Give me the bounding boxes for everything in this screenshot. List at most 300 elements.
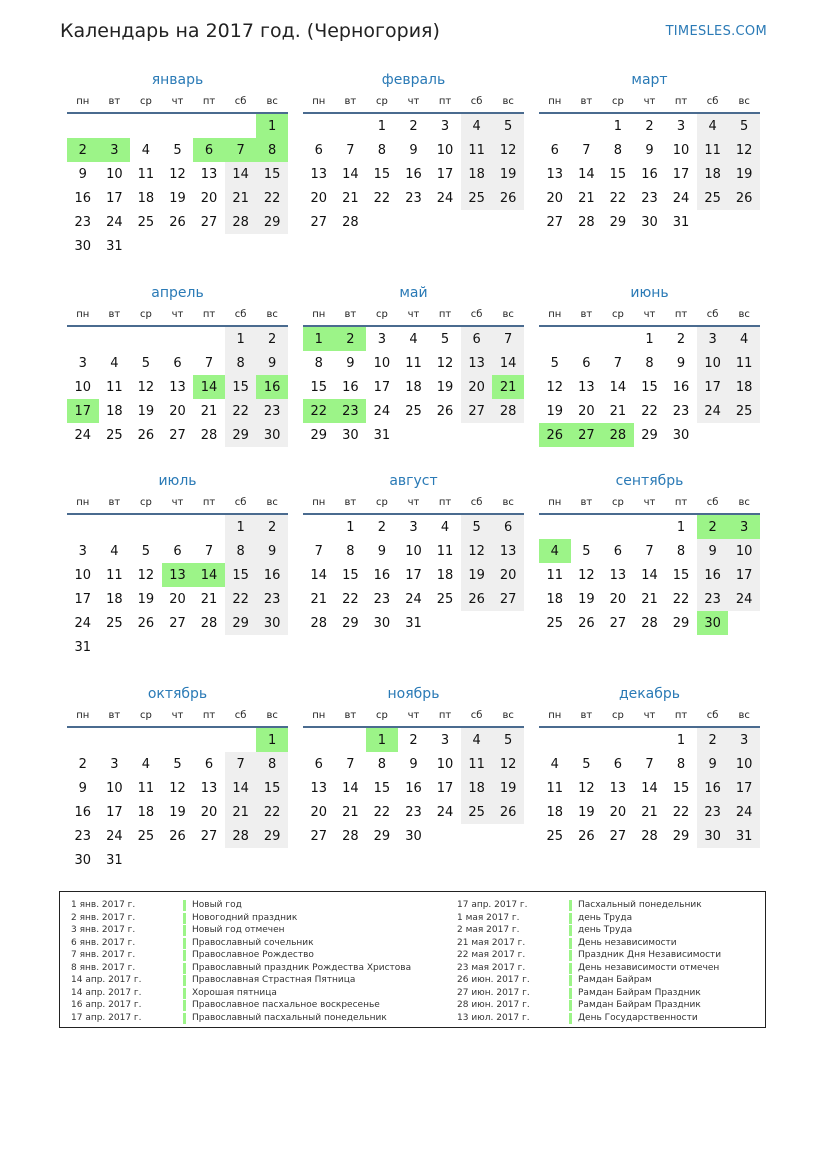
holiday-date: 2 янв. 2017 г. [71, 912, 136, 923]
weekday-label: ср [139, 710, 152, 721]
day-cell: 8 [256, 752, 288, 776]
day-cell: 22 [225, 399, 257, 423]
empty-cell [99, 515, 131, 539]
weekday-label: пн [312, 96, 326, 107]
day-cell: 11 [546, 567, 564, 583]
day-cell: 19 [137, 403, 155, 419]
weekday-label: ср [375, 710, 388, 721]
month-name: декабрь [618, 686, 681, 702]
day-cell: 13 [492, 539, 524, 563]
weekday-label: вс [266, 96, 278, 107]
holiday-list [59, 891, 766, 1028]
weekday-label: вт [580, 309, 593, 320]
day-cell: 3 [440, 732, 450, 748]
day-cell: 22 [342, 591, 359, 607]
day-cell: 5 [492, 114, 524, 138]
day-cell: 12 [546, 379, 564, 395]
day-cell: 22 [672, 591, 690, 607]
day-cell: 14 [609, 379, 627, 395]
day-cell: 18 [137, 804, 155, 820]
day-cell: 15 [256, 162, 288, 186]
day-cell: 15 [373, 780, 391, 796]
day-cell: 21 [200, 403, 218, 419]
empty-cell [162, 327, 194, 351]
empty-cell [335, 728, 367, 752]
day-cell: 23 [405, 804, 422, 820]
holiday-day-cell: 22 [303, 399, 335, 423]
holiday-marker [183, 975, 186, 986]
day-cell: 18 [697, 162, 729, 186]
day-cell: 27 [609, 615, 627, 631]
day-cell: 24 [672, 190, 690, 206]
site-link[interactable]: TIMESLES.COM [665, 24, 767, 39]
weekday-label: сб [470, 309, 483, 320]
weekday-label: ср [375, 309, 388, 320]
weekday-label: сб [470, 96, 483, 107]
day-cell: 9 [697, 539, 729, 563]
weekday-label: сб [706, 497, 719, 508]
day-cell: 29 [225, 611, 257, 635]
month-9 [539, 471, 760, 635]
weekday-label: вт [344, 96, 357, 107]
day-cell: 13 [609, 780, 627, 796]
day-cell: 20 [578, 403, 595, 419]
holiday-name: день Труда [578, 912, 633, 923]
holiday-day-cell: 1 [303, 327, 335, 351]
month-name: июнь [630, 285, 669, 301]
day-cell: 24 [373, 403, 391, 419]
weekday-label: ср [611, 96, 624, 107]
day-cell: 13 [546, 166, 564, 182]
day-cell: 23 [697, 800, 729, 824]
empty-cell [303, 114, 335, 138]
day-cell: 17 [697, 375, 729, 399]
empty-cell [571, 728, 603, 752]
holiday-name: Православный сочельник [192, 937, 314, 948]
weekday-label: сб [470, 497, 483, 508]
day-cell: 18 [106, 403, 123, 419]
day-cell: 29 [373, 828, 391, 844]
day-cell: 10 [728, 752, 760, 776]
day-cell: 26 [137, 427, 155, 443]
weekday-label: пт [438, 710, 452, 721]
day-cell: 18 [461, 776, 493, 800]
holiday-marker [569, 963, 572, 974]
weekday-header [303, 495, 524, 515]
day-cell: 20 [169, 403, 186, 419]
weekday-label: ср [139, 309, 152, 320]
day-cell: 4 [461, 114, 493, 138]
day-cell: 1 [225, 515, 257, 539]
month-11 [303, 684, 524, 848]
day-cell: 17 [405, 567, 422, 583]
day-cell: 24 [106, 828, 123, 844]
weekday-label: вт [344, 309, 357, 320]
weekday-label: пт [438, 309, 452, 320]
day-cell: 8 [225, 351, 257, 375]
day-cell: 15 [225, 563, 257, 587]
holiday-date: 16 апр. 2017 г. [71, 1000, 142, 1010]
day-cell: 10 [436, 142, 454, 158]
weekday-label: пн [312, 497, 326, 508]
weekday-label: сб [234, 710, 247, 721]
day-cell: 5 [582, 756, 591, 772]
weekday-header [539, 708, 760, 728]
day-cell: 19 [436, 379, 454, 395]
month-7 [67, 471, 288, 659]
empty-cell [539, 327, 571, 351]
day-cell: 12 [169, 780, 186, 796]
day-cell: 19 [578, 591, 595, 607]
day-cell: 19 [169, 190, 186, 206]
day-cell: 26 [137, 615, 155, 631]
day-cell: 2 [409, 118, 418, 134]
day-cell: 18 [546, 591, 564, 607]
day-cell: 14 [578, 166, 595, 182]
weekday-label: ср [611, 309, 624, 320]
holiday-date: 14 апр. 2017 г. [71, 975, 142, 985]
day-cell: 26 [461, 587, 493, 611]
day-cell: 9 [78, 166, 87, 182]
day-cell: 6 [314, 756, 323, 772]
day-cell: 1 [377, 118, 387, 134]
day-cell: 11 [697, 138, 729, 162]
day-cell: 6 [314, 142, 323, 158]
weekday-label: вт [580, 710, 593, 721]
day-cell: 24 [436, 190, 454, 206]
month-10 [67, 684, 288, 872]
empty-cell [539, 515, 571, 539]
day-cell: 28 [578, 214, 595, 230]
empty-cell [67, 114, 99, 138]
holiday-date: 1 мая 2017 г. [457, 912, 520, 923]
day-cell: 25 [405, 403, 422, 419]
weekday-header [539, 94, 760, 114]
weekday-label: ср [139, 497, 152, 508]
day-cell: 18 [106, 591, 123, 607]
day-cell: 9 [256, 351, 288, 375]
holiday-list-column-right [457, 899, 721, 1024]
day-cell: 24 [697, 399, 729, 423]
day-cell: 8 [676, 756, 686, 772]
weekday-label: пн [76, 96, 90, 107]
weekday-label: вс [266, 497, 278, 508]
day-grid [303, 515, 524, 635]
day-cell: 23 [373, 591, 391, 607]
day-cell: 22 [225, 587, 257, 611]
day-cell: 6 [613, 756, 623, 772]
empty-cell [130, 728, 162, 752]
day-cell: 13 [200, 780, 218, 796]
empty-cell [162, 515, 194, 539]
day-cell: 3 [377, 331, 387, 347]
holiday-date: 8 янв. 2017 г. [71, 962, 136, 973]
empty-cell [67, 327, 99, 351]
holiday-day-cell: 4 [539, 539, 571, 563]
empty-cell [162, 728, 194, 752]
holiday-day-cell: 23 [335, 399, 367, 423]
day-cell: 4 [550, 756, 559, 772]
month-name: сентябрь [615, 473, 684, 489]
weekday-label: пн [548, 497, 562, 508]
day-cell: 30 [256, 423, 288, 447]
day-cell: 20 [169, 591, 186, 607]
day-cell: 7 [314, 543, 323, 559]
day-cell: 9 [256, 539, 288, 563]
day-cell: 17 [728, 776, 760, 800]
day-cell: 31 [405, 615, 422, 631]
empty-cell [539, 114, 571, 138]
day-cell: 15 [672, 780, 690, 796]
day-cell: 20 [609, 591, 627, 607]
day-cell: 1 [645, 331, 654, 347]
weekday-header [67, 307, 288, 327]
day-cell: 31 [106, 238, 123, 254]
holiday-name: Православный праздник Рождества Христова [192, 962, 412, 973]
day-cell: 29 [342, 615, 359, 631]
empty-cell [225, 114, 257, 138]
weekday-label: вс [266, 710, 278, 721]
day-cell: 6 [173, 543, 182, 559]
day-cell: 28 [310, 615, 328, 631]
day-cell: 24 [436, 804, 454, 820]
weekday-header [303, 307, 524, 327]
day-cell: 11 [728, 351, 760, 375]
day-cell: 27 [200, 214, 218, 230]
day-cell: 29 [641, 427, 658, 443]
empty-cell [162, 114, 194, 138]
weekday-label: пн [548, 710, 562, 721]
holiday-row [457, 999, 721, 1012]
day-cell: 28 [225, 210, 257, 234]
day-cell: 3 [78, 355, 87, 371]
day-cell: 22 [256, 186, 288, 210]
weekday-label: ср [139, 96, 152, 107]
weekday-label: вт [108, 497, 121, 508]
day-cell: 16 [74, 804, 92, 820]
day-cell: 12 [492, 752, 524, 776]
day-cell: 8 [377, 142, 387, 158]
weekday-label: пн [548, 96, 562, 107]
day-cell: 24 [728, 587, 760, 611]
day-cell: 2 [78, 756, 87, 772]
empty-cell [130, 327, 162, 351]
day-cell: 18 [405, 379, 422, 395]
day-cell: 1 [676, 732, 686, 748]
day-cell: 11 [106, 379, 123, 395]
day-cell: 14 [225, 776, 257, 800]
day-cell: 12 [169, 166, 186, 182]
day-cell: 9 [645, 142, 654, 158]
holiday-marker [183, 900, 186, 911]
day-cell: 7 [346, 142, 355, 158]
holiday-name: День независимости [578, 937, 677, 948]
day-cell: 3 [440, 118, 450, 134]
empty-cell [571, 327, 603, 351]
holiday-name: Новый год [192, 900, 242, 910]
day-cell: 8 [613, 142, 623, 158]
weekday-label: пт [674, 309, 688, 320]
day-cell: 10 [74, 379, 92, 395]
holiday-marker [569, 925, 572, 936]
day-cell: 31 [672, 214, 690, 230]
day-cell: 11 [436, 543, 454, 559]
day-cell: 3 [110, 756, 119, 772]
empty-cell [193, 114, 225, 138]
day-cell: 6 [173, 355, 182, 371]
day-cell: 20 [310, 190, 328, 206]
holiday-date: 1 янв. 2017 г. [71, 900, 136, 910]
holiday-day-cell: 3 [728, 515, 760, 539]
day-cell: 25 [137, 828, 155, 844]
day-cell: 9 [78, 780, 87, 796]
day-cell: 6 [461, 327, 493, 351]
weekday-header [303, 708, 524, 728]
day-cell: 6 [204, 756, 214, 772]
day-cell: 25 [697, 186, 729, 210]
holiday-marker [569, 975, 572, 986]
weekday-label: ср [375, 96, 388, 107]
holiday-row [71, 924, 411, 937]
day-cell: 28 [200, 615, 218, 631]
day-cell: 20 [200, 804, 218, 820]
weekday-label: сб [706, 710, 719, 721]
day-cell: 11 [461, 752, 493, 776]
day-cell: 17 [106, 190, 123, 206]
day-cell: 16 [405, 780, 422, 796]
empty-cell [130, 515, 162, 539]
day-cell: 20 [310, 804, 328, 820]
weekday-label: сб [234, 309, 247, 320]
holiday-row [457, 937, 721, 950]
day-cell: 13 [200, 166, 218, 182]
month-8 [303, 471, 524, 635]
day-cell: 29 [256, 824, 288, 848]
day-cell: 14 [492, 351, 524, 375]
holiday-name: Пасхальный понедельник [578, 900, 702, 910]
holiday-date: 13 июл. 2017 г. [457, 1012, 530, 1023]
weekday-label: вс [502, 96, 514, 107]
day-cell: 22 [256, 800, 288, 824]
holiday-name: день Труда [578, 925, 633, 935]
day-cell: 31 [728, 824, 760, 848]
holiday-date: 2 мая 2017 г. [457, 925, 520, 935]
weekday-label: пт [674, 710, 688, 721]
day-cell: 9 [377, 543, 387, 559]
day-cell: 7 [582, 142, 591, 158]
day-cell: 10 [106, 780, 123, 796]
day-cell: 7 [204, 355, 214, 371]
day-cell: 27 [492, 587, 524, 611]
holiday-date: 3 янв. 2017 г. [71, 925, 136, 935]
day-cell: 9 [697, 752, 729, 776]
day-cell: 26 [436, 403, 454, 419]
day-cell: 29 [225, 423, 257, 447]
day-cell: 17 [373, 379, 391, 395]
weekday-header [67, 94, 288, 114]
day-cell: 14 [641, 567, 658, 583]
day-cell: 5 [173, 756, 182, 772]
day-cell: 13 [310, 166, 328, 182]
holiday-row [71, 949, 411, 962]
holiday-day-cell: 16 [256, 375, 288, 399]
day-cell: 11 [461, 138, 493, 162]
day-cell: 18 [436, 567, 454, 583]
holiday-day-cell: 27 [571, 423, 603, 447]
holiday-row [457, 924, 721, 937]
weekday-label: чт [171, 96, 184, 107]
day-cell: 2 [645, 118, 654, 134]
holiday-date: 6 янв. 2017 г. [71, 937, 136, 948]
empty-cell [303, 728, 335, 752]
day-cell: 13 [578, 379, 595, 395]
day-cell: 8 [676, 543, 686, 559]
holiday-day-cell: 1 [366, 728, 398, 752]
day-cell: 26 [728, 186, 760, 210]
holiday-name: Новый год отмечен [192, 925, 285, 935]
weekday-label: вт [108, 309, 121, 320]
day-cell: 19 [137, 591, 155, 607]
weekday-label: вс [502, 710, 514, 721]
empty-cell [99, 728, 131, 752]
empty-cell [303, 515, 335, 539]
page-title: Календарь на 2017 год. (Черногория) [60, 20, 440, 42]
holiday-day-cell: 13 [162, 563, 194, 587]
day-cell: 24 [728, 800, 760, 824]
empty-cell [602, 728, 634, 752]
weekday-label: сб [706, 96, 719, 107]
month-name: май [399, 285, 428, 301]
day-cell: 16 [74, 190, 92, 206]
empty-cell [335, 114, 367, 138]
day-cell: 10 [373, 355, 391, 371]
weekday-label: чт [407, 309, 420, 320]
month-name: октябрь [147, 686, 208, 702]
day-cell: 16 [672, 379, 690, 395]
holiday-name: Хорошая пятница [192, 987, 277, 998]
holiday-day-cell: 30 [697, 611, 729, 635]
day-cell: 27 [169, 427, 186, 443]
day-grid [303, 327, 524, 447]
day-cell: 12 [492, 138, 524, 162]
weekday-label: пн [76, 497, 90, 508]
weekday-header [539, 495, 760, 515]
day-cell: 26 [578, 615, 595, 631]
day-cell: 3 [697, 327, 729, 351]
weekday-label: пн [76, 309, 90, 320]
day-cell: 27 [461, 399, 493, 423]
day-cell: 19 [578, 804, 595, 820]
holiday-marker [569, 950, 572, 961]
month-2 [303, 70, 524, 234]
day-cell: 22 [373, 190, 391, 206]
empty-cell [67, 728, 99, 752]
day-cell: 31 [106, 852, 123, 868]
day-cell: 31 [373, 427, 391, 443]
day-cell: 13 [169, 379, 186, 395]
day-cell: 25 [106, 427, 123, 443]
empty-cell [634, 515, 666, 539]
weekday-label: пт [202, 497, 216, 508]
day-cell: 12 [578, 567, 595, 583]
day-cell: 12 [461, 539, 493, 563]
day-cell: 9 [409, 756, 418, 772]
holiday-name: День Государственности [578, 1012, 698, 1023]
day-cell: 6 [550, 142, 559, 158]
day-cell: 21 [641, 804, 658, 820]
month-name: март [631, 72, 668, 88]
holiday-day-cell: 8 [256, 138, 288, 162]
